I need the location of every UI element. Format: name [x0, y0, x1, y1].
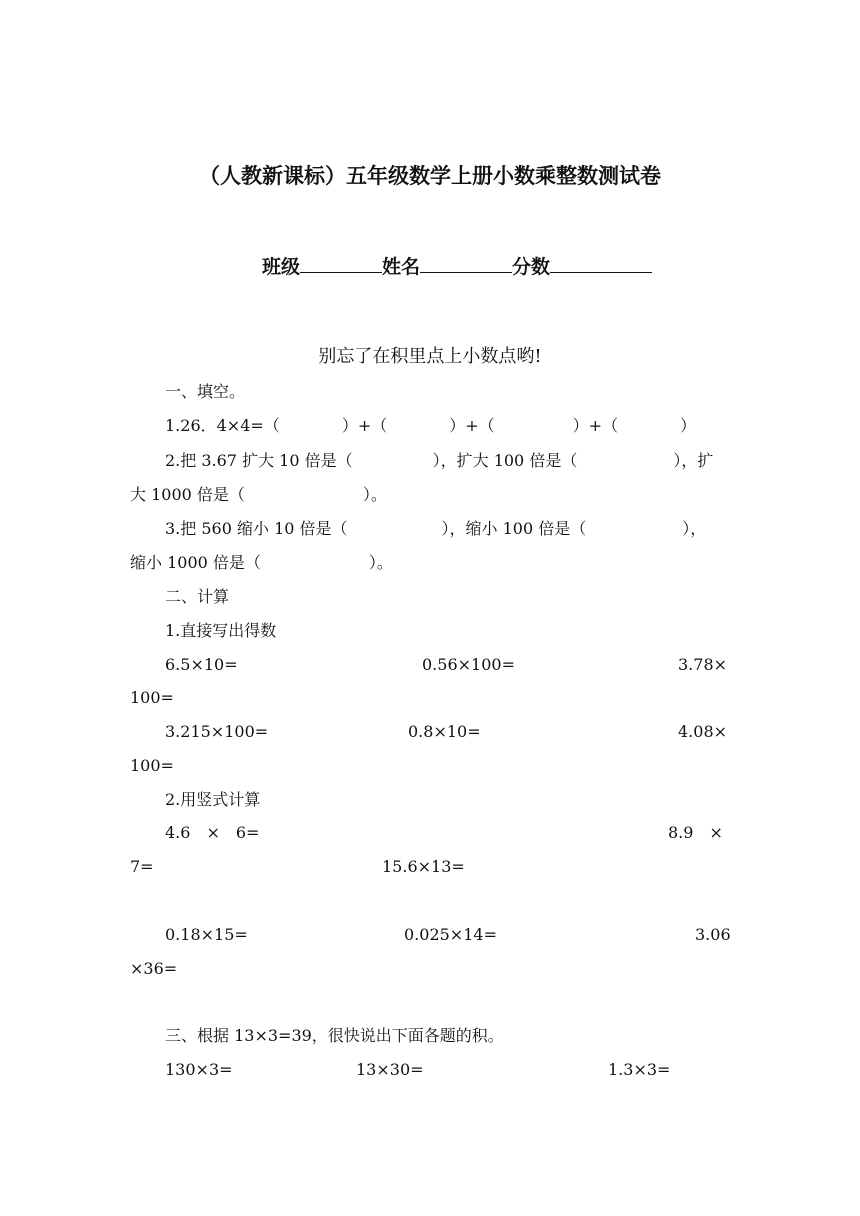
problem-item: 3.215×100=	[165, 722, 269, 741]
problem-item-wrap: 100=	[130, 688, 174, 707]
problem-item: 1.3×3=	[608, 1060, 671, 1079]
problem-item: 8.9 ×	[668, 823, 723, 842]
problem-item: 130×3=	[165, 1060, 233, 1079]
problem-item: 6.5×10=	[165, 655, 238, 674]
student-info-line	[262, 252, 652, 279]
question-1-3-line2: 缩小 1000 倍是（ ）。	[130, 553, 393, 572]
question-1-2-line2: 大 1000 倍是（ ）。	[130, 485, 387, 504]
problem-item-wrap: 100=	[130, 756, 174, 775]
question-1-2-line1: 2.把 3.67 扩大 10 倍是（ ），扩大 100 倍是（ ），扩	[165, 451, 714, 470]
score-label: 分数	[512, 256, 551, 278]
problem-item: 4.6 × 6=	[165, 823, 260, 842]
name-blank[interactable]	[420, 254, 512, 273]
question-1-1: 1.26．4×4=（ ）+（ ）+（ ）+（ ）	[165, 416, 697, 435]
problem-item: 0.56×100=	[422, 655, 515, 674]
question-1-3-line1: 3.把 560 缩小 10 倍是（ ），缩小 100 倍是（ ），	[165, 519, 707, 538]
name-label: 姓名	[382, 256, 421, 278]
problem-item: 0.8×10=	[408, 722, 481, 741]
reminder-text: 别忘了在积里点上小数点哟!	[318, 346, 542, 367]
problem-item-wrap: ×36=	[130, 959, 178, 978]
section1-heading: 一、填空。	[165, 382, 246, 401]
problem-item: 15.6×13=	[382, 857, 465, 876]
page-title: （人教新课标）五年级数学上册小数乘整数测试卷	[199, 164, 661, 188]
problem-item: 4.08×	[678, 722, 728, 741]
problem-item: 0.18×15=	[165, 925, 248, 944]
class-label: 班级	[262, 256, 301, 278]
problem-item: 3.78×	[678, 655, 728, 674]
subsection-vertical-calc: 2.用竖式计算	[165, 790, 261, 809]
class-blank[interactable]	[300, 254, 382, 273]
problem-item: 3.06	[695, 925, 731, 944]
section2-heading: 二、计算	[165, 587, 230, 606]
problem-item-wrap: 7=	[130, 857, 154, 876]
problem-item: 13×30=	[356, 1060, 424, 1079]
problem-item: 0.025×14=	[404, 925, 497, 944]
score-blank[interactable]	[550, 254, 652, 273]
subsection-direct-answer: 1.直接写出得数	[165, 621, 277, 640]
section3-heading: 三、根据 13×3=39，很快说出下面各题的积。	[165, 1026, 504, 1045]
